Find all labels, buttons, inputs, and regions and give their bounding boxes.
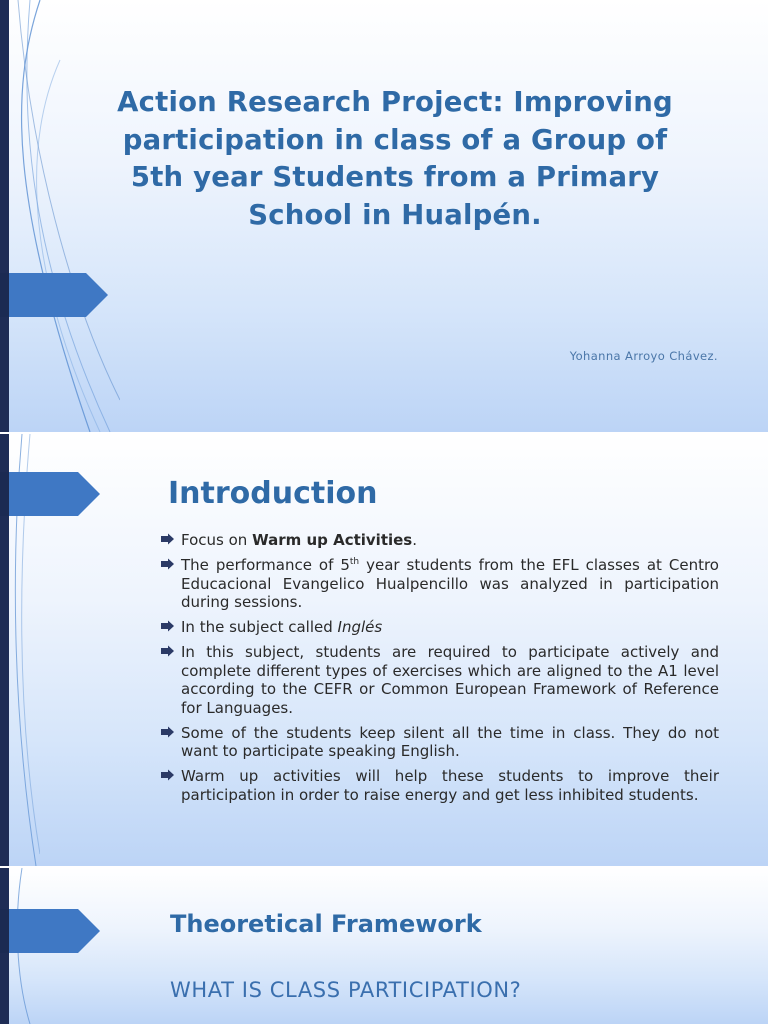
title-line: Action Research Project: Improving — [117, 86, 673, 118]
arrow-right-icon — [160, 558, 175, 570]
slide-tab-marker — [0, 273, 108, 317]
title-line: 5th year Students from a Primary — [130, 161, 660, 193]
title-line: School in Hualpén. — [248, 198, 542, 231]
bullet-text: . — [412, 531, 418, 549]
section-heading: Introduction — [168, 476, 378, 511]
bullet-text: Warm up activities will help these students to improve their participation in order to raise energy and get less inhibited students. — [181, 767, 719, 804]
bullet-item — [160, 618, 719, 637]
slide-tab-shade — [0, 472, 9, 516]
bullet-text: Some of the students keep silent all the time in class. They do not want to participate speaking English. — [181, 723, 719, 760]
bullet-text: Warm up Activities — [252, 531, 413, 549]
bullet-text: In this subject, students are required to participate actively and complete different types of exercises which are aligned to the A1 level according to the CEFR or Common European Framework of Reference for Languages. — [181, 643, 719, 717]
bullet-list — [160, 531, 719, 811]
author-name: Yohanna Arroyo Chávez. — [569, 349, 718, 363]
bullet-text: The performance of 5 — [181, 556, 350, 574]
bullet-text: year students from the EFL classes at Centro Educacional Evangelico Hualpencillo was analyzed in participation during sessions. — [181, 556, 719, 611]
bullet-text: th — [349, 557, 360, 567]
left-accent-bar — [0, 0, 9, 432]
bullet-item — [160, 531, 719, 550]
slide-tab-shade — [0, 909, 9, 953]
slide-tab-marker — [0, 472, 100, 516]
bullet-text: Inglés — [337, 618, 383, 636]
bullet-text: In the subject called — [181, 618, 338, 636]
arrow-right-icon — [160, 645, 175, 657]
arrow-right-icon — [160, 769, 175, 781]
slide-title-text — [110, 84, 680, 234]
slide-title — [0, 0, 768, 432]
arrow-right-icon — [160, 620, 175, 632]
slide-tab-shade — [0, 273, 9, 317]
bullet-item — [160, 556, 719, 612]
section-subheading: WHAT IS CLASS PARTICIPATION? — [170, 978, 522, 1002]
section-heading: Theoretical Framework — [170, 910, 482, 938]
arrow-right-icon — [160, 533, 175, 545]
decorative-swoosh-lines — [0, 0, 120, 432]
title-line: participation in class of a Group of — [122, 123, 668, 156]
bullet-item — [160, 643, 719, 717]
bullet-item — [160, 724, 719, 761]
bullet-item — [160, 767, 719, 804]
slide-tab-marker — [0, 909, 100, 953]
arrow-right-icon — [160, 726, 175, 738]
bullet-text: Focus on — [181, 531, 253, 549]
